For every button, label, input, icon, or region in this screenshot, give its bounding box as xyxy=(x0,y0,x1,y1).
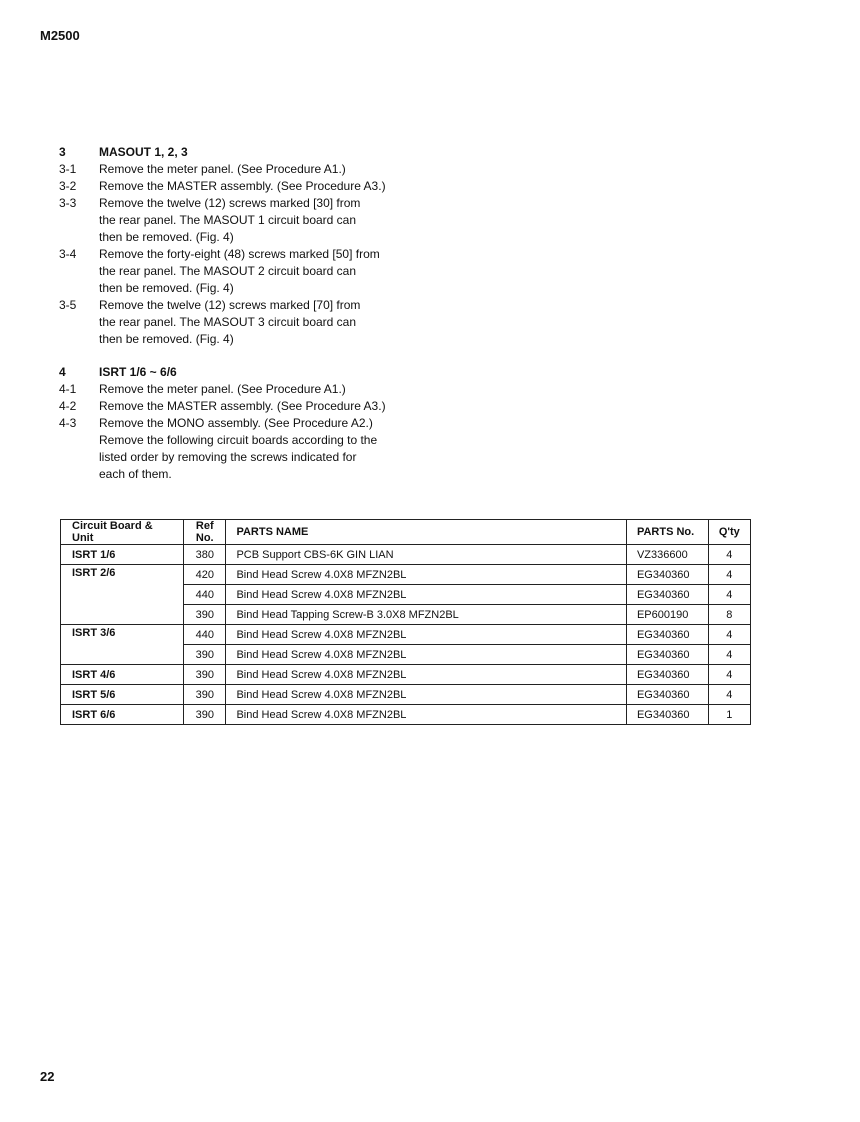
step-text: Remove the meter panel. (See Procedure A1.) xyxy=(99,162,346,176)
step-text: Remove the MASTER assembly. (See Procedure A3.) xyxy=(99,399,386,413)
part-number-cell: EG340360 xyxy=(626,585,708,605)
board-cell: ISRT 6/6 xyxy=(61,705,184,725)
section-title: MASOUT 1, 2, 3 xyxy=(99,145,188,159)
part-number-cell: EG340360 xyxy=(626,565,708,585)
part-name-cell: Bind Head Screw 4.0X8 MFZN2BL xyxy=(226,585,627,605)
step-number: 4-1 xyxy=(59,382,77,396)
table-row xyxy=(61,705,751,725)
part-number-cell: VZ336600 xyxy=(626,545,708,565)
qty-cell: 4 xyxy=(708,545,750,565)
part-name-cell: Bind Head Tapping Screw-B 3.0X8 MFZN2BL xyxy=(226,605,627,625)
qty-cell: 4 xyxy=(708,685,750,705)
part-number-cell: EG340360 xyxy=(626,705,708,725)
procedure-step xyxy=(59,297,399,348)
step-number: 3-1 xyxy=(59,162,77,176)
ref-cell: 390 xyxy=(184,705,226,725)
part-name-cell: Bind Head Screw 4.0X8 MFZN2BL xyxy=(226,665,627,685)
ref-cell: 420 xyxy=(184,565,226,585)
qty-cell: 4 xyxy=(708,565,750,585)
ref-cell: 390 xyxy=(184,665,226,685)
part-name-cell: Bind Head Screw 4.0X8 MFZN2BL xyxy=(226,625,627,645)
ref-cell: 390 xyxy=(184,685,226,705)
procedure-step xyxy=(59,398,399,415)
section-heading xyxy=(59,144,399,161)
part-name-cell: Bind Head Screw 4.0X8 MFZN2BL xyxy=(226,705,627,725)
section-heading xyxy=(59,364,399,381)
board-cell: ISRT 1/6 xyxy=(61,545,184,565)
ref-cell: 390 xyxy=(184,645,226,665)
table-row xyxy=(61,565,751,585)
ref-cell: 440 xyxy=(184,625,226,645)
step-number: 4-2 xyxy=(59,399,77,413)
step-number: 3-5 xyxy=(59,298,77,312)
table-row xyxy=(61,685,751,705)
step-number: 3-3 xyxy=(59,196,77,210)
board-cell: ISRT 4/6 xyxy=(61,665,184,685)
section-number: 4 xyxy=(59,365,66,379)
board-cell: ISRT 2/6 xyxy=(61,565,184,625)
step-number: 3-2 xyxy=(59,179,77,193)
procedure-step xyxy=(59,246,399,297)
qty-cell: 1 xyxy=(708,705,750,725)
step-text: Remove the MONO assembly. (See Procedure A2.) Remove the following circuit boards according to the listed order by removing the screws indicated for each of them. xyxy=(99,416,378,481)
step-number: 3-4 xyxy=(59,247,77,261)
qty-cell: 4 xyxy=(708,625,750,645)
part-number-cell: EG340360 xyxy=(626,645,708,665)
part-name-cell: Bind Head Screw 4.0X8 MFZN2BL xyxy=(226,565,627,585)
step-text: Remove the forty-eight (48) screws marked [50] from the rear panel. The MASOUT 2 circuit board can then be removed. (Fig. 4) xyxy=(99,247,380,295)
step-text: Remove the twelve (12) screws marked [30] from the rear panel. The MASOUT 1 circuit board can then be removed. (Fig. 4) xyxy=(99,196,361,244)
procedure-step xyxy=(59,195,399,246)
board-cell: ISRT 3/6 xyxy=(61,625,184,665)
step-text: Remove the twelve (12) screws marked [70] from the rear panel. The MASOUT 3 circuit board can then be removed. (Fig. 4) xyxy=(99,298,361,346)
section-number: 3 xyxy=(59,145,66,159)
part-number-cell: EG340360 xyxy=(626,665,708,685)
step-text: Remove the MASTER assembly. (See Procedure A3.) xyxy=(99,179,386,193)
ref-cell: 380 xyxy=(184,545,226,565)
column-header: Ref No. xyxy=(184,520,226,545)
qty-cell: 4 xyxy=(708,645,750,665)
part-name-cell: Bind Head Screw 4.0X8 MFZN2BL xyxy=(226,645,627,665)
model-name: M2500 xyxy=(40,28,80,43)
column-header: PARTS No. xyxy=(626,520,708,545)
section-isrt xyxy=(59,364,399,483)
table-row xyxy=(61,545,751,565)
part-name-cell: PCB Support CBS-6K GIN LIAN xyxy=(226,545,627,565)
part-name-cell: Bind Head Screw 4.0X8 MFZN2BL xyxy=(226,685,627,705)
ref-cell: 440 xyxy=(184,585,226,605)
parts-table xyxy=(60,519,751,725)
section-title: ISRT 1/6 ~ 6/6 xyxy=(99,365,177,379)
board-cell: ISRT 5/6 xyxy=(61,685,184,705)
procedure-step xyxy=(59,161,399,178)
part-number-cell: EP600190 xyxy=(626,605,708,625)
qty-cell: 4 xyxy=(708,585,750,605)
ref-cell: 390 xyxy=(184,605,226,625)
table-header-row xyxy=(61,520,751,545)
table-row xyxy=(61,665,751,685)
page-number: 22 xyxy=(40,1069,55,1084)
procedure-step xyxy=(59,381,399,398)
qty-cell: 4 xyxy=(708,665,750,685)
table-row xyxy=(61,625,751,645)
step-number: 4-3 xyxy=(59,416,77,430)
part-number-cell: EG340360 xyxy=(626,625,708,645)
step-text: Remove the meter panel. (See Procedure A1.) xyxy=(99,382,346,396)
column-header: PARTS NAME xyxy=(226,520,627,545)
qty-cell: 8 xyxy=(708,605,750,625)
section-masout xyxy=(59,144,399,348)
column-header: Circuit Board & Unit xyxy=(61,520,184,545)
procedure-step xyxy=(59,415,399,483)
column-header: Q'ty xyxy=(708,520,750,545)
procedure-step xyxy=(59,178,399,195)
part-number-cell: EG340360 xyxy=(626,685,708,705)
